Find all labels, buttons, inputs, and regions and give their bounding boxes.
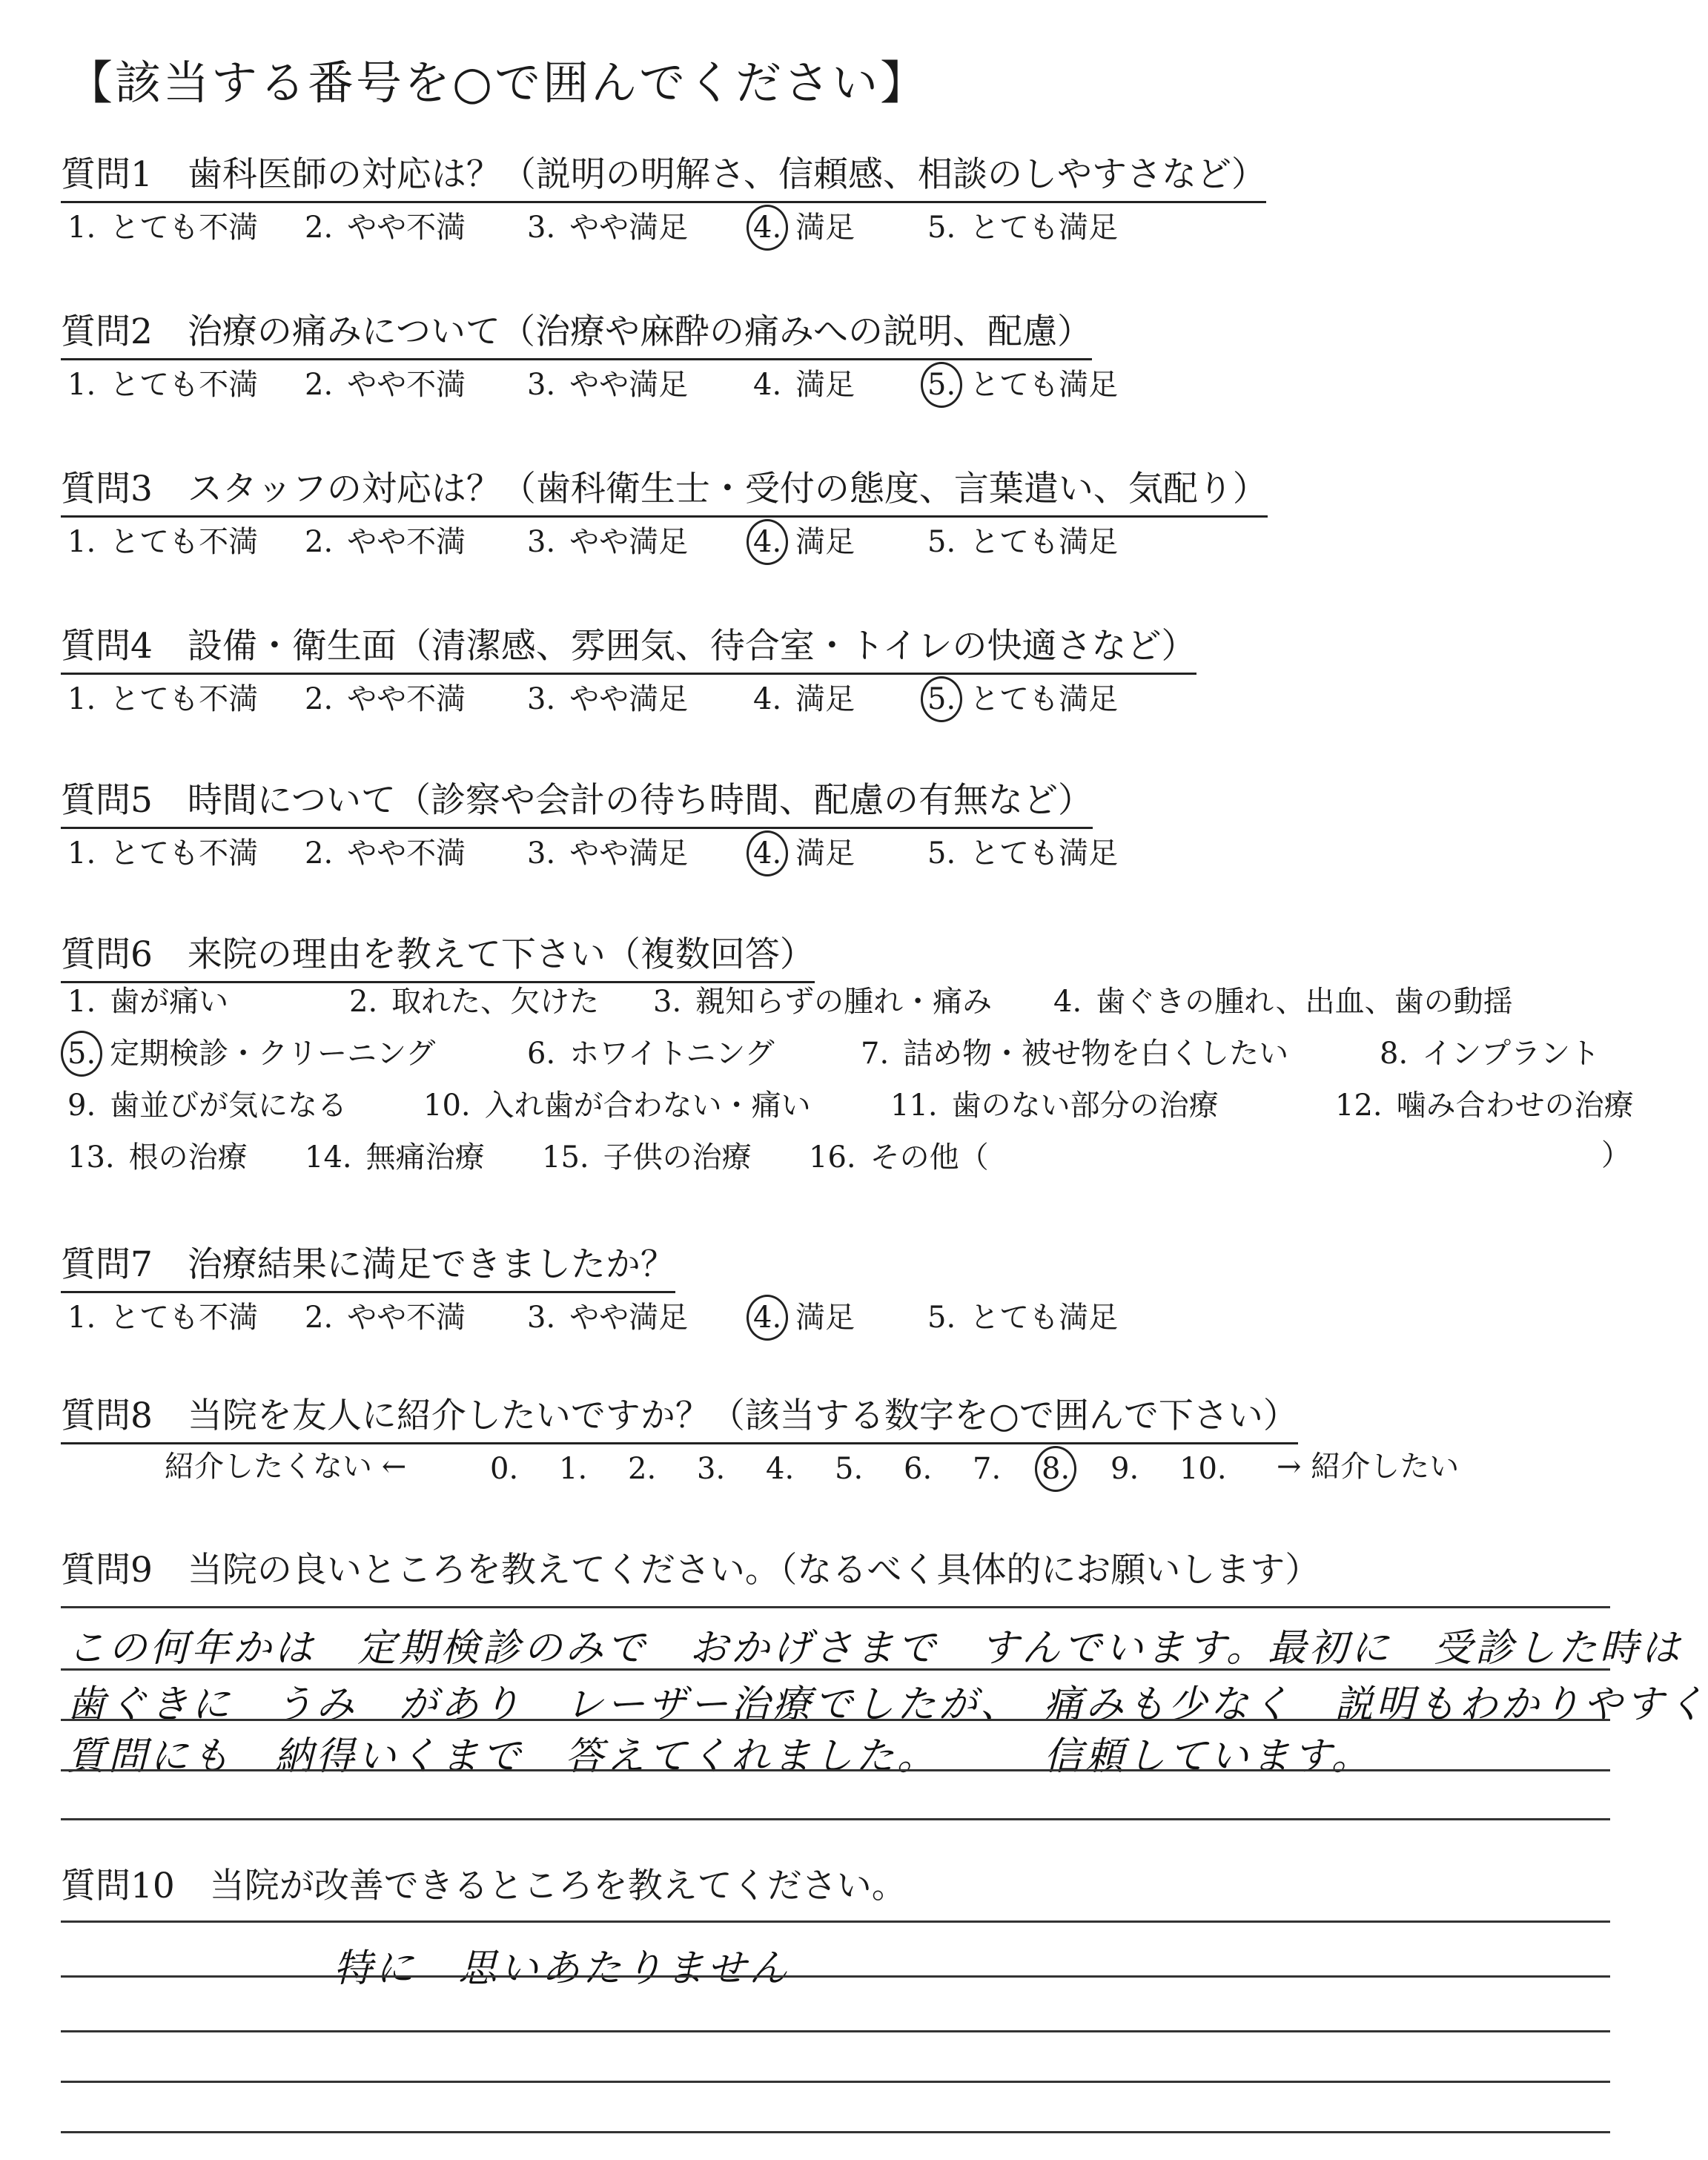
- q5-option-3[interactable]: [520, 830, 688, 876]
- question-5-title: 質問5 時間について（診察や会計の待ち時間、配慮の有無など）: [61, 773, 1093, 829]
- option-label: やや満足: [569, 211, 689, 245]
- option-label: 子供の治療: [603, 1140, 752, 1175]
- q6-option-1[interactable]: [61, 979, 228, 1025]
- option-number: 7.: [861, 1037, 890, 1071]
- q3-option-3[interactable]: [520, 519, 688, 565]
- option-number: 4.: [753, 368, 782, 402]
- option-label: 歯ぐきの腫れ、出血、歯の動揺: [1096, 985, 1513, 1019]
- option-number: 5.: [927, 836, 956, 871]
- option-label: とても不満: [110, 368, 259, 402]
- q1-option-5[interactable]: [921, 205, 1118, 251]
- option-number: 2.: [305, 1301, 334, 1335]
- option-label: 噛み合わせの治療: [1396, 1089, 1634, 1123]
- option-number: 2.: [305, 368, 334, 402]
- option-label: やや不満: [347, 211, 466, 245]
- option-number: 7.: [973, 1452, 1002, 1486]
- survey-header: 【該当する番号を○で囲んでください】: [67, 56, 929, 110]
- option-label: 満足: [795, 682, 855, 716]
- scale-option-8[interactable]: [1035, 1446, 1076, 1492]
- option-label: とても満足: [970, 368, 1119, 402]
- option-label: 歯が痛い: [110, 985, 229, 1019]
- q6-option-10[interactable]: [417, 1083, 811, 1129]
- option-number: 8.: [1035, 1446, 1076, 1492]
- option-number: 14.: [305, 1140, 352, 1175]
- q7-option-3[interactable]: [520, 1295, 688, 1341]
- option-label: とても不満: [110, 1301, 259, 1335]
- option-number: 3.: [527, 682, 556, 716]
- option-number: 16.: [809, 1140, 856, 1175]
- option-number: 1.: [559, 1452, 588, 1486]
- q6-option-6[interactable]: [520, 1031, 775, 1077]
- option-number: 3.: [527, 211, 556, 245]
- question-7-title: 質問7 治療結果に満足できましたか？: [61, 1237, 675, 1293]
- question-9-title: 質問9 当院の良いところを教えてください。（なるべく具体的にお願いします）: [61, 1550, 1320, 1591]
- q6-option-4[interactable]: [1047, 979, 1513, 1025]
- question-3-title: 質問3 スタッフの対応は？（歯科衛生士・受付の態度、言葉遣い、気配り）: [61, 461, 1268, 518]
- option-number: 8.: [1380, 1037, 1409, 1071]
- option-label: 満足: [795, 368, 855, 402]
- q6-option-11[interactable]: [884, 1083, 1219, 1129]
- option-number: 10.: [1179, 1452, 1227, 1486]
- q10-answer-line-1: 特に 思いあたりません: [334, 1946, 791, 1991]
- option-label: 無痛治療: [365, 1140, 485, 1175]
- question-5-options: [61, 830, 1678, 872]
- option-number: 5.: [921, 676, 962, 722]
- option-label: 歯のない部分の治療: [951, 1089, 1219, 1123]
- option-label: ホワイトニング: [569, 1037, 775, 1071]
- option-number: 5.: [927, 525, 956, 559]
- option-label: とても不満: [110, 836, 259, 871]
- option-label: とても満足: [970, 525, 1119, 559]
- question-3-options: [61, 519, 1678, 561]
- option-label: とても不満: [110, 525, 259, 559]
- q2-option-5[interactable]: [921, 362, 1118, 408]
- q7-option-1[interactable]: [61, 1295, 258, 1341]
- option-number: 4.: [747, 205, 788, 251]
- q5-option-2[interactable]: [298, 830, 466, 876]
- option-label: やや満足: [569, 368, 689, 402]
- scale-option-4[interactable]: [759, 1446, 801, 1492]
- q3-option-5[interactable]: [921, 519, 1118, 565]
- answer-line: [61, 1769, 1610, 1771]
- question-4-title: 質問4 設備・衛生面（清潔感、雰囲気、待合室・トイレの快適さなど）: [61, 618, 1196, 675]
- answer-line: [61, 2030, 1610, 2032]
- scale-option-5[interactable]: [828, 1446, 870, 1492]
- answer-line: [61, 1975, 1610, 1978]
- option-number: 4.: [747, 519, 788, 565]
- question-7-options: [61, 1295, 1678, 1336]
- option-label: 入れ歯が合わない・痛い: [484, 1089, 811, 1123]
- option-label: その他（: [870, 1140, 989, 1175]
- option-number: 4.: [753, 682, 782, 716]
- scale-option-7[interactable]: [966, 1446, 1007, 1492]
- option-number: 2.: [349, 985, 378, 1019]
- option-label: とても満足: [970, 682, 1119, 716]
- question-2-title: 質問2 治療の痛みについて（治療や麻酔の痛みへの説明、配慮）: [61, 304, 1092, 360]
- q9-answer-line-3: 質問にも 納得いくまで 答えてくれました。 信頼しています。: [67, 1734, 1373, 1779]
- q6-option-5[interactable]: [61, 1031, 435, 1077]
- q4-option-2[interactable]: [298, 676, 466, 722]
- option-label: インプラント: [1422, 1037, 1601, 1071]
- option-number: 0.: [490, 1452, 519, 1486]
- option-number: 4.: [766, 1452, 795, 1486]
- q4-option-5[interactable]: [921, 676, 1118, 722]
- option-label: 親知らずの腫れ・痛み: [695, 985, 993, 1019]
- q2-option-2[interactable]: [298, 362, 466, 408]
- option-label: やや不満: [347, 525, 466, 559]
- answer-line: [61, 1920, 1610, 1923]
- option-number: 3.: [527, 368, 556, 402]
- option-number: 1.: [67, 985, 96, 1019]
- scale-option-2[interactable]: [621, 1446, 663, 1492]
- q6-option-9[interactable]: [61, 1083, 347, 1129]
- answer-line: [61, 1818, 1610, 1820]
- other-close-paren: ）: [1601, 1138, 1631, 1172]
- q3-option-1[interactable]: [61, 519, 258, 565]
- q6-option-14[interactable]: [298, 1135, 485, 1180]
- option-number: 5.: [835, 1452, 864, 1486]
- option-number: 3.: [527, 525, 556, 559]
- option-number: 11.: [890, 1089, 938, 1123]
- option-number: 1.: [67, 836, 96, 871]
- option-label: 詰め物・被せ物を白くしたい: [903, 1037, 1289, 1071]
- q6-option-2[interactable]: [342, 979, 599, 1025]
- option-number: 10.: [423, 1089, 471, 1123]
- question-1-title: 質問1 歯科医師の対応は？（説明の明解さ、信頼感、相談のしやすさなど）: [61, 147, 1266, 203]
- question-10-title: 質問10 当院が改善できるところを教えてください。: [61, 1866, 907, 1906]
- option-label: とても不満: [110, 211, 259, 245]
- option-number: 15.: [542, 1140, 589, 1175]
- scale-option-0[interactable]: [483, 1446, 525, 1492]
- option-number: 2.: [305, 682, 334, 716]
- q2-option-4[interactable]: [747, 362, 855, 408]
- answer-line: [61, 2081, 1610, 2083]
- question-8-title: 質問8 当院を友人に紹介したいですか？（該当する数字を○で囲んで下さい）: [61, 1388, 1298, 1444]
- answer-line: [61, 2131, 1610, 2133]
- q6-option-15[interactable]: [535, 1135, 752, 1180]
- q2-option-1[interactable]: [61, 362, 258, 408]
- option-number: 4.: [747, 830, 788, 876]
- option-label: 定期検診・クリーニング: [110, 1037, 436, 1071]
- question-6-title: 質問6 来院の理由を教えて下さい（複数回答）: [61, 927, 815, 983]
- option-number: 13.: [67, 1140, 115, 1175]
- option-label: 満足: [795, 525, 855, 559]
- q5-option-4[interactable]: [747, 830, 855, 876]
- q9-answer-line-2: 歯ぐきに うみ があり レーザー治療でしたが、 痛みも少なく 説明もわかりやすく: [67, 1682, 1708, 1727]
- answer-line: [61, 1668, 1610, 1671]
- option-label: やや満足: [569, 682, 689, 716]
- option-label: やや不満: [347, 682, 466, 716]
- option-number: 1.: [67, 682, 96, 716]
- option-label: やや満足: [569, 525, 689, 559]
- q4-option-4[interactable]: [747, 676, 855, 722]
- option-number: 3.: [527, 1301, 556, 1335]
- option-number: 1.: [67, 368, 96, 402]
- option-label: やや不満: [347, 1301, 466, 1335]
- q4-option-3[interactable]: [520, 676, 688, 722]
- answer-line: [61, 1606, 1610, 1608]
- q6-option-3[interactable]: [646, 979, 992, 1025]
- q3-option-2[interactable]: [298, 519, 466, 565]
- option-number: 1.: [67, 211, 96, 245]
- option-label: 根の治療: [128, 1140, 248, 1175]
- q7-option-5[interactable]: [921, 1295, 1118, 1341]
- option-number: 6.: [527, 1037, 556, 1071]
- option-label: やや不満: [347, 368, 466, 402]
- option-number: 6.: [904, 1452, 933, 1486]
- option-label: 歯並びが気になる: [110, 1089, 348, 1123]
- option-number: 9.: [1110, 1452, 1139, 1486]
- q7-option-4[interactable]: [747, 1295, 855, 1341]
- scale-option-6[interactable]: [897, 1446, 939, 1492]
- option-number: 2.: [628, 1452, 657, 1486]
- answer-line: [61, 1719, 1610, 1721]
- option-number: 1.: [67, 525, 96, 559]
- option-label: 満足: [795, 836, 855, 871]
- option-number: 5.: [927, 211, 956, 245]
- option-number: 12.: [1335, 1089, 1383, 1123]
- option-number: 5.: [61, 1031, 102, 1077]
- scale-left-label: 紹介したくない ←: [165, 1450, 407, 1484]
- scale-option-1[interactable]: [552, 1446, 594, 1492]
- q4-option-1[interactable]: [61, 676, 258, 722]
- option-label: 取れた、欠けた: [391, 985, 600, 1019]
- question-2-options: [61, 362, 1678, 403]
- option-label: やや不満: [347, 836, 466, 871]
- option-number: 2.: [305, 211, 334, 245]
- question-4-options: [61, 676, 1678, 718]
- option-label: 満足: [795, 1301, 855, 1335]
- option-label: とても満足: [970, 211, 1119, 245]
- option-number: 5.: [921, 362, 962, 408]
- q1-option-2[interactable]: [298, 205, 466, 251]
- option-number: 3.: [527, 836, 556, 871]
- option-label: とても不満: [110, 682, 259, 716]
- option-number: 9.: [67, 1089, 96, 1123]
- option-number: 4.: [747, 1295, 788, 1341]
- scale-option-9[interactable]: [1104, 1446, 1145, 1492]
- option-label: やや満足: [569, 1301, 689, 1335]
- q6-option-8[interactable]: [1373, 1031, 1600, 1077]
- option-number: 2.: [305, 836, 334, 871]
- option-number: 2.: [305, 525, 334, 559]
- q9-answer-line-1: この何年かは 定期検診のみで おかげさまで すんでいます。最初に 受診した時は: [67, 1626, 1683, 1671]
- q1-option-4[interactable]: [747, 205, 855, 251]
- q6-option-13[interactable]: [61, 1135, 248, 1180]
- question-1-options: [61, 205, 1678, 246]
- q6-option-12[interactable]: [1328, 1083, 1634, 1129]
- q5-option-1[interactable]: [61, 830, 258, 876]
- q1-option-3[interactable]: [520, 205, 688, 251]
- scale-option-3[interactable]: [690, 1446, 732, 1492]
- q7-option-2[interactable]: [298, 1295, 466, 1341]
- option-label: とても満足: [970, 836, 1119, 871]
- option-number: 4.: [1053, 985, 1082, 1019]
- q1-option-1[interactable]: [61, 205, 258, 251]
- scale-right-label: → 紹介したい: [1277, 1450, 1460, 1484]
- q6-option-7[interactable]: [854, 1031, 1288, 1077]
- option-label: 満足: [795, 211, 855, 245]
- q6-option-16[interactable]: [802, 1135, 989, 1180]
- option-label: とても満足: [970, 1301, 1119, 1335]
- option-number: 5.: [927, 1301, 956, 1335]
- option-number: 3.: [653, 985, 682, 1019]
- option-number: 3.: [697, 1452, 726, 1486]
- q2-option-3[interactable]: [520, 362, 688, 408]
- option-label: やや満足: [569, 836, 689, 871]
- scale-option-10[interactable]: [1173, 1446, 1234, 1492]
- q5-option-5[interactable]: [921, 830, 1118, 876]
- option-number: 1.: [67, 1301, 96, 1335]
- q3-option-4[interactable]: [747, 519, 855, 565]
